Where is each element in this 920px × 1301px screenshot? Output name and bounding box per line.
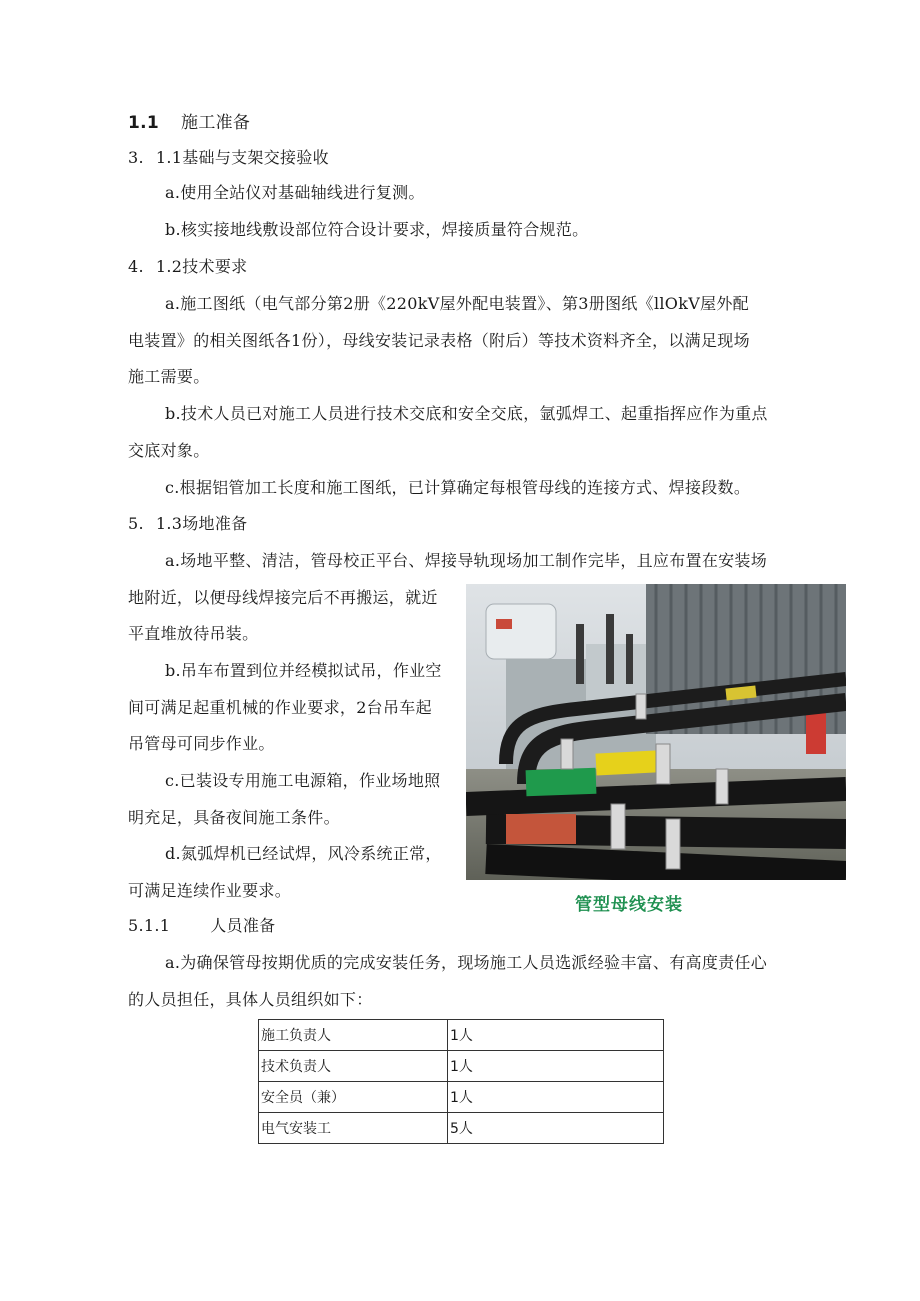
paragraph: a.使用全站仪对基础轴线进行复测。 [165,183,425,202]
staff-table [258,1019,664,1144]
subsection-title: 5. 1.3场地准备 [128,514,248,533]
table-row [259,1020,664,1051]
staff-count: 1人 [448,1020,664,1051]
paragraph-continued: 吊管母可同步作业。 [128,734,275,753]
heading-title: 施工准备 [181,113,251,133]
paragraph-continued: 交底对象。 [128,441,210,460]
staff-role: 技术负责人 [259,1051,448,1082]
subsection-title: 5.1.1 人员准备 [128,916,276,935]
staff-role: 安全员（兼） [259,1082,448,1113]
paragraph: b.核实接地线敷设部位符合设计要求，焊接质量符合规范。 [165,220,589,239]
staff-count: 1人 [448,1051,664,1082]
staff-count: 1人 [448,1082,664,1113]
table-row [259,1082,664,1113]
table-row [259,1051,664,1082]
heading-number: 1.1 [128,113,160,133]
paragraph: a.施工图纸（电气部分第2册《220kV屋外配电装置》、第3册图纸《llOkV屋外配 [165,294,749,313]
paragraph-continued: 施工需要。 [128,367,210,386]
paragraph-continued: 电装置》的相关图纸各1份），母线安装记录表格（附后）等技术资料齐全，以满足现场 [128,331,750,350]
subsection-title: 4. 1.2技术要求 [128,257,248,276]
table-row [259,1113,664,1144]
paragraph: a.为确保管母按期优质的完成安装任务，现场施工人员选派经验丰富、有高度责任心 [165,953,768,972]
figure-caption: 管型母线安装 [575,895,683,915]
photo-illustration [466,584,846,880]
paragraph: b.吊车布置到位并经模拟试吊，作业空 [165,661,442,680]
staff-count: 5人 [448,1113,664,1144]
paragraph: d.氮弧焊机已经试焊，风冷系统正常， [165,844,442,863]
staff-role: 电气安装工 [259,1113,448,1144]
paragraph-continued: 间可满足起重机械的作业要求，2台吊车起 [128,698,432,717]
paragraph-continued: 平直堆放待吊装。 [128,624,259,643]
busbar-installation-photo [466,584,846,880]
paragraph: b.技术人员已对施工人员进行技术交底和安全交底，氩弧焊工、起重指挥应作为重点 [165,404,768,423]
paragraph-continued: 的人员担任，具体人员组织如下： [128,990,373,1009]
paragraph: a.场地平整、清洁，管母校正平台、焊接导轨现场加工制作完毕，且应布置在安装场 [165,551,768,570]
paragraph-continued: 可满足连续作业要求。 [128,881,292,900]
paragraph: c.根据铝管加工长度和施工图纸，已计算确定每根管母线的连接方式、焊接段数。 [165,478,751,497]
section-heading [128,112,250,134]
staff-role: 施工负责人 [259,1020,448,1051]
subsection-title: 3. 1.1基础与支架交接验收 [128,148,329,167]
paragraph-continued: 地附近，以便母线焊接完后不再搬运，就近 [128,588,438,607]
paragraph: c.已装设专用施工电源箱，作业场地照 [165,771,441,790]
paragraph-continued: 明充足，具备夜间施工条件。 [128,808,340,827]
